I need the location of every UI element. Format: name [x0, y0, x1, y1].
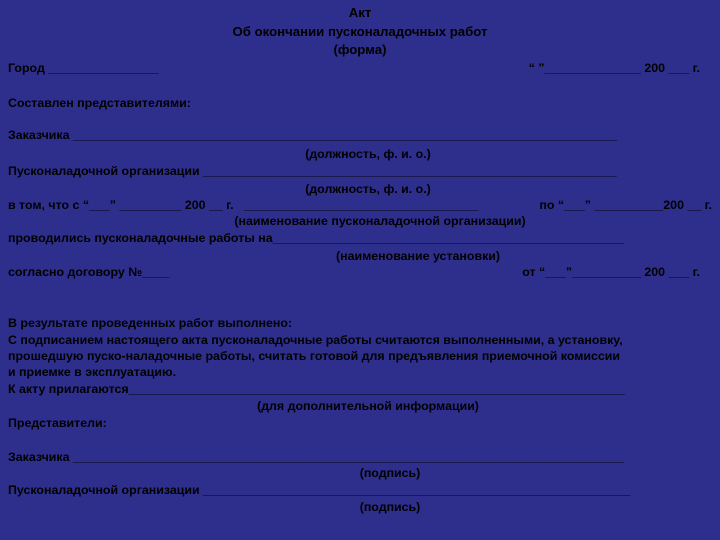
contract-date-field: от “___”__________ 200 ___ г. [522, 265, 700, 279]
contract-number-field: согласно договору №____ [8, 265, 170, 279]
date-field: “ ”______________ 200 ___ г. [528, 61, 700, 75]
hint-position-2: (должность, ф. и. о.) [305, 182, 431, 196]
signature-customer-field: Заказчика ________________________________________________________________________________ [8, 450, 625, 464]
hint-signature-1: (подпись) [359, 466, 421, 480]
composed-label: Составлен представителями: [8, 96, 191, 110]
representatives-label: Представители: [8, 416, 107, 430]
doc-title: Акт [348, 5, 372, 20]
works-field: проводились пусконаладочные работы на___________________________________________________ [8, 231, 625, 245]
signature-commissioning-field: Пусконаладочной организации ______________________________________________________________ [8, 483, 631, 497]
result-paragraph-3: и приемке в эксплуатацию. [8, 365, 177, 379]
commissioning-org-field: Пусконаладочной организации ____________________________________________________________ [8, 164, 617, 178]
result-heading: В результате проведенных работ выполнено: [8, 316, 293, 330]
result-paragraph-2: прошедшую пуско-наладочные работы, считать готовой для предъявления приемочной комиссии [8, 349, 621, 363]
hint-position-1: (должность, ф. и. о.) [305, 147, 431, 161]
doc-subtitle: Об окончании пусконаладочных работ [232, 24, 488, 39]
result-paragraph-1: С подписанием настоящего акта пусконаладочные работы считаются выполненными, а установку, [8, 333, 623, 347]
hint-additional: (для дополнительной информации) [257, 399, 479, 413]
attached-field: К акту прилагаются________________________________________________________________________ [8, 382, 625, 396]
hint-organization: (наименование пусконаладочной организации) [234, 214, 526, 228]
city-field: Город ________________ [8, 61, 159, 75]
period-end-field: по “___” __________200 __ г. [539, 198, 712, 212]
customer-field: Заказчика _______________________________________________________________________________ [8, 128, 618, 142]
doc-form-label: (форма) [333, 42, 387, 57]
hint-installation: (наименование установки) [335, 249, 501, 263]
hint-signature-2: (подпись) [359, 500, 421, 514]
period-start-field: в том, что с “___” _________ 200 __ г. __________________________________ [8, 198, 479, 212]
